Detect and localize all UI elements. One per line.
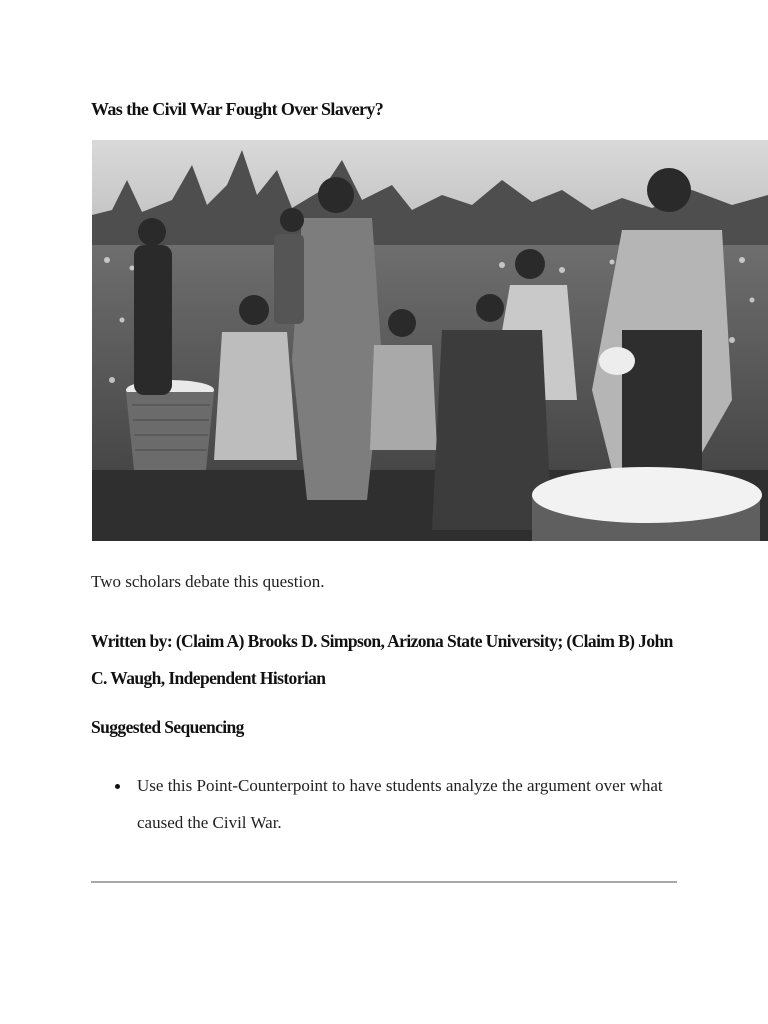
section-heading: Suggested Sequencing <box>91 717 244 737</box>
author-byline: Written by: (Claim A) Brooks D. Simpson, Arizona State University; (Claim B) John C. Waugh, Independent Historian <box>91 631 673 688</box>
sequencing-list <box>91 767 671 841</box>
document-title: Was the Civil War Fought Over Slavery? <box>91 99 384 119</box>
bullet-icon <box>115 784 120 789</box>
list-item-text: Use this Point-Counterpoint to have students analyze the argument over what caused the Civil War. <box>137 776 663 832</box>
photo-caption: Two scholars debate this question. <box>91 572 325 591</box>
list-item <box>91 767 671 841</box>
divider <box>91 881 677 883</box>
historical-photograph <box>92 140 768 541</box>
